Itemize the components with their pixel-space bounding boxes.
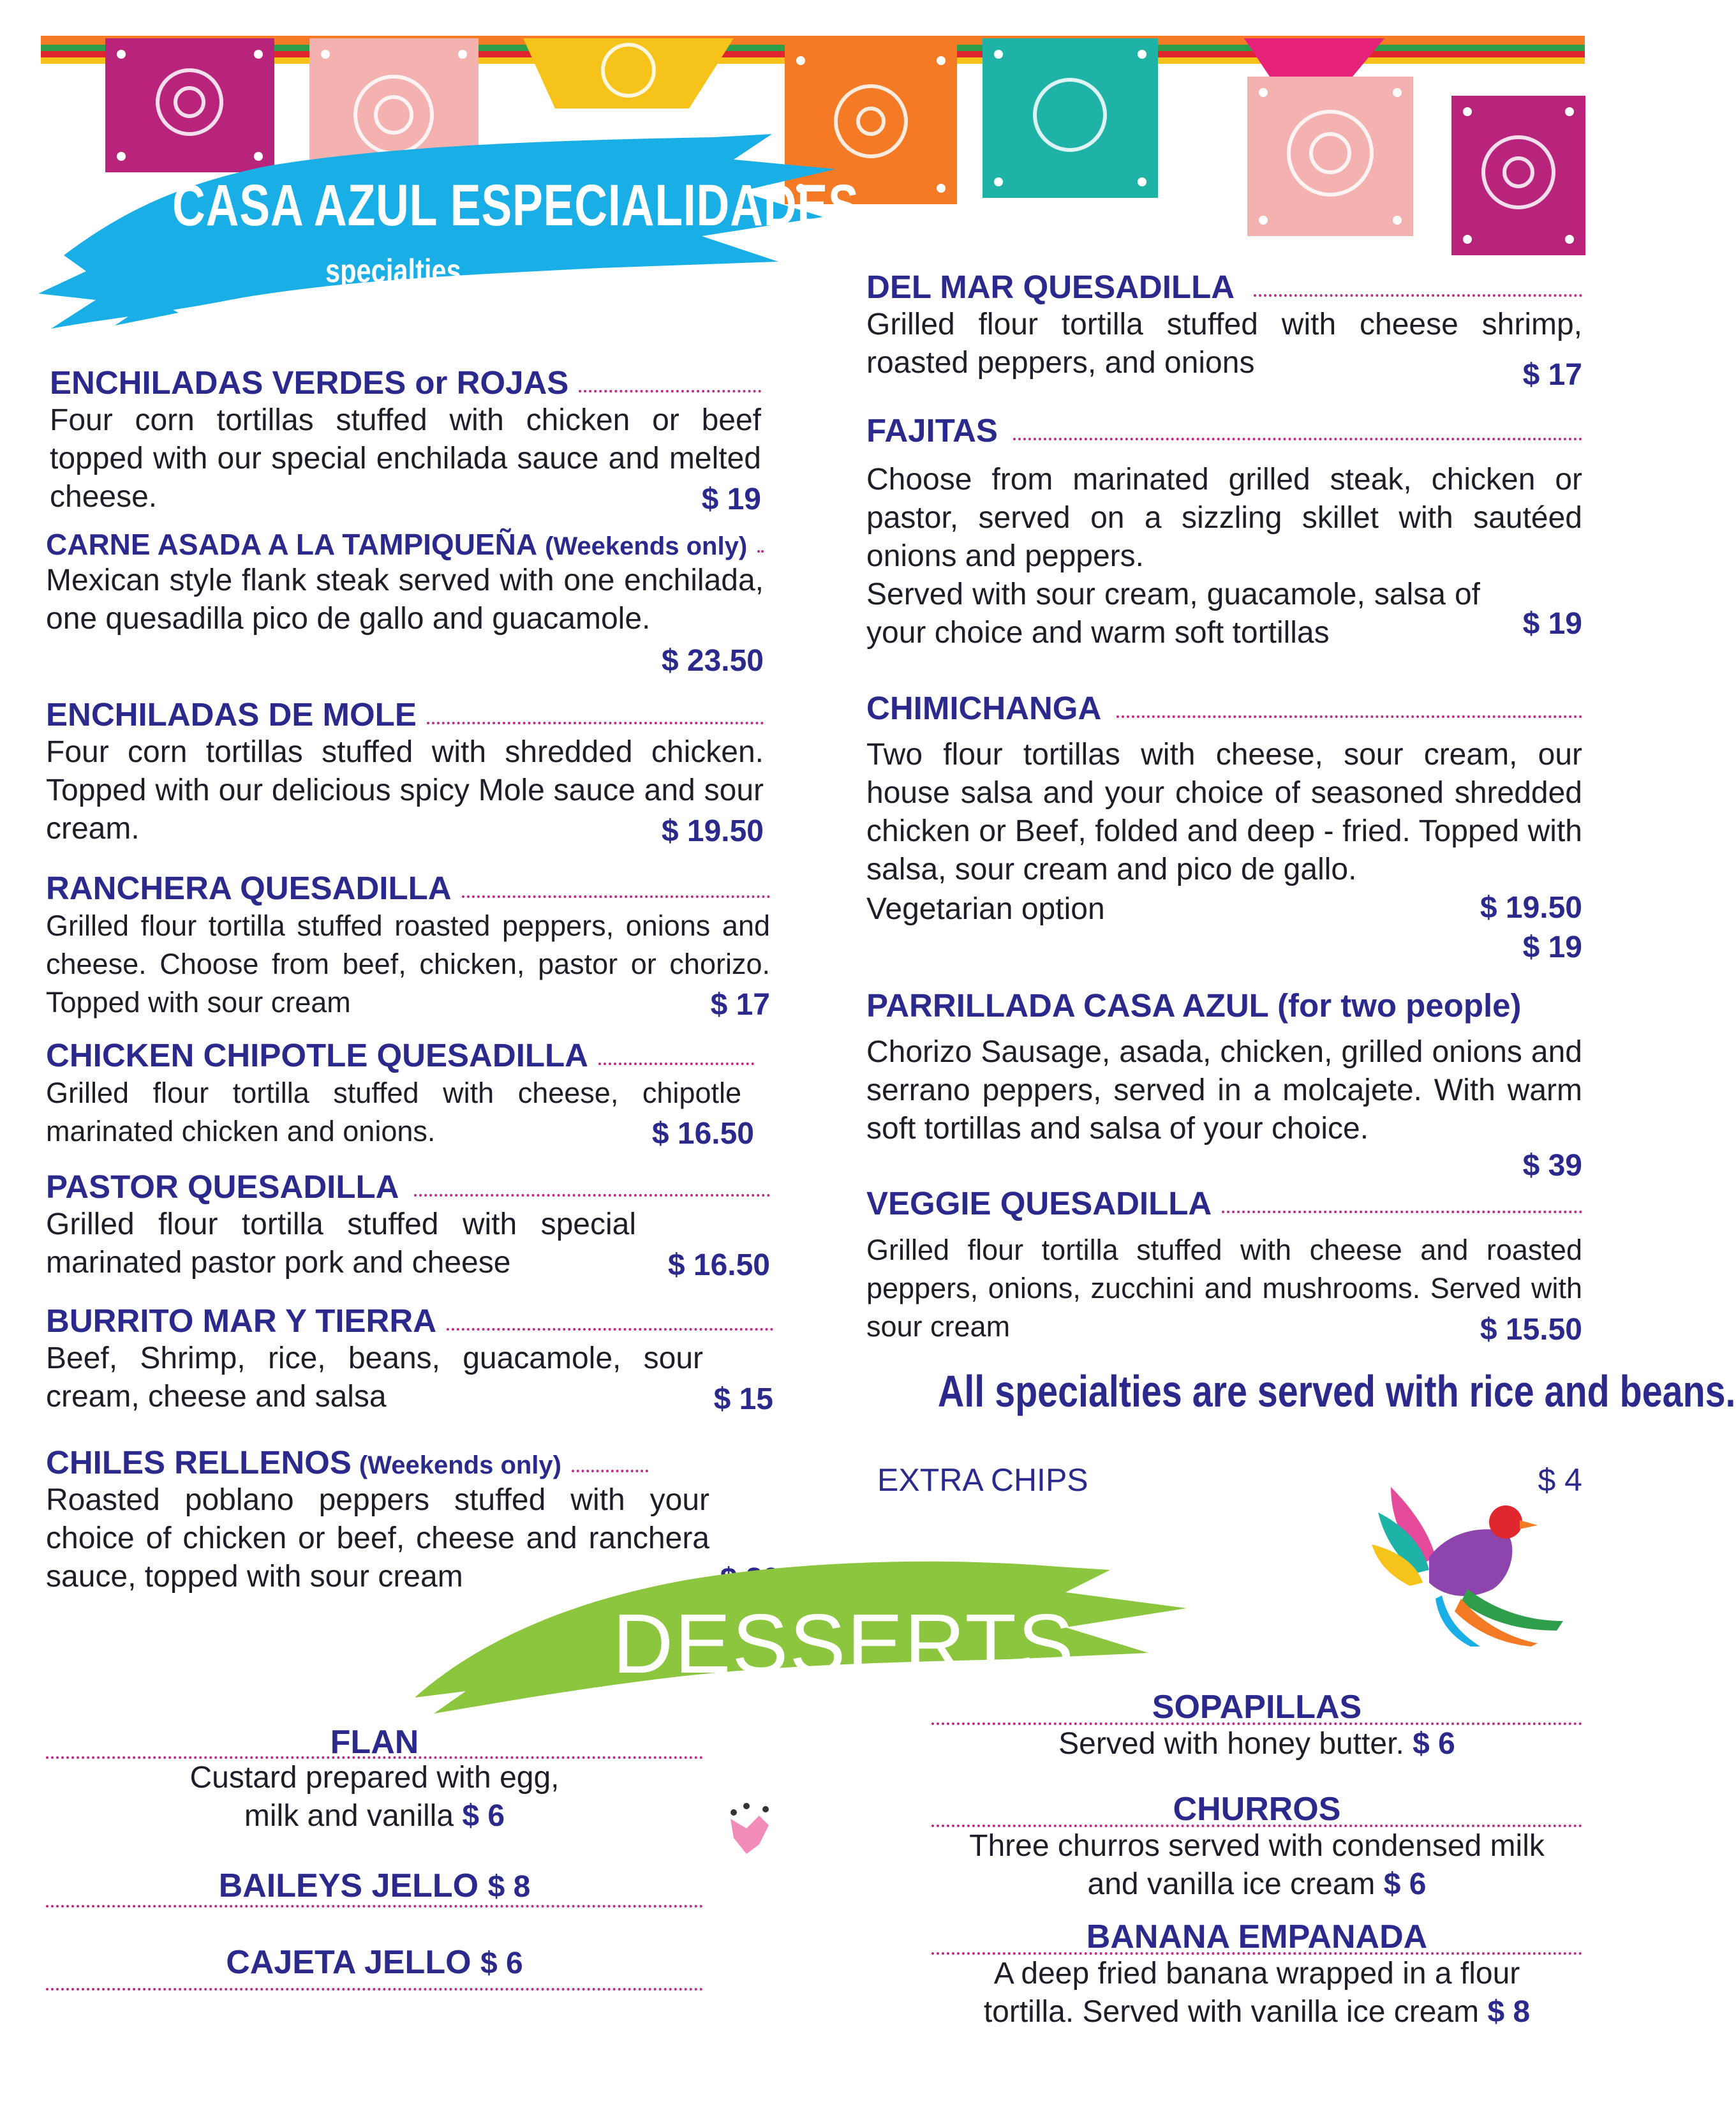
item-price: $ 17	[710, 988, 770, 1022]
dessert-churros	[931, 1790, 1582, 1904]
flag-6	[1244, 38, 1384, 77]
item-description: Grilled flour tortilla stuffed with special marinated pastor pork and cheese	[46, 1207, 636, 1280]
dotted-leader	[462, 895, 770, 898]
item-price: $ 19	[701, 482, 761, 516]
menu-item-ranchera-quesadilla	[46, 869, 770, 1022]
dessert-description-2: milk and vanilla	[244, 1799, 454, 1833]
dessert-description-2: and vanilla ice cream	[1087, 1867, 1376, 1901]
menu-item-enchiladas-mole	[46, 696, 764, 848]
item-description-2: Served with sour cream, guacamole, salsa of your choice and warm soft tortillas	[866, 578, 1480, 650]
menu-item-parrillada	[866, 987, 1582, 1183]
dessert-cajeta-jello	[46, 1943, 703, 1990]
menu-item-chicken-chipotle	[46, 1036, 754, 1151]
item-description: Chorizo Sausage, asada, chicken, grilled onions and serrano peppers, served in a molcajete. With warm soft tortillas and salsa of your choice.	[866, 1035, 1582, 1146]
dotted-leader	[1013, 438, 1582, 440]
item-description: Choose from marinated grilled steak, chicken or pastor, served on a sizzling skillet with sautéed onions and peppers.	[866, 463, 1582, 573]
item-name: ENCHILADAS VERDES or ROJAS	[50, 364, 569, 401]
dotted-leader	[579, 390, 761, 392]
item-description: Four corn tortillas stuffed with chicken or beef topped with our special enchilada sauce and melted cheese.	[50, 403, 761, 514]
item-description: Grilled flour tortilla stuffed with cheese shrimp, roasted peppers, and onions	[866, 308, 1582, 380]
dessert-description-2: tortilla. Served with vanilla ice cream	[983, 1995, 1480, 2029]
bird-illustration	[1353, 1461, 1582, 1647]
item-price: $ 39	[1522, 1149, 1582, 1183]
item-description: Four corn tortillas stuffed with shredded chicken. Topped with our delicious spicy Mole sauce and sour cream.	[46, 735, 764, 846]
flag-7	[1247, 77, 1413, 236]
item-description: Mexican style flank steak served with one enchilada, one quesadilla pico de gallo and guacamole.	[46, 564, 764, 636]
dotted-leader	[598, 1063, 754, 1065]
item-name: FAJITAS	[866, 412, 998, 449]
item-name: BURRITO MAR Y TIERRA	[46, 1303, 437, 1339]
dessert-flan	[46, 1723, 703, 1835]
item-name: PARRILLADA CASA AZUL (for two people)	[866, 987, 1522, 1024]
item-description: Two flour tortillas with cheese, sour cream, our house salsa and your choice of seasoned shredded chicken or Beef, folded and deep - fried. Topped with salsa, sour cream and pico de gallo.	[866, 738, 1582, 886]
menu-item-chimichanga	[866, 689, 1582, 964]
flag-5	[983, 38, 1158, 198]
item-name: DEL MAR QUESADILLA	[866, 269, 1235, 305]
dessert-baileys-jello	[46, 1867, 703, 1908]
dessert-price: $ 6	[1413, 1727, 1455, 1761]
item-price: $ 15.50	[1480, 1313, 1582, 1347]
page-title: CASA AZUL ESPECIALIDADES	[172, 173, 859, 238]
dessert-sopapillas	[931, 1688, 1582, 1763]
item-note: (Weekends only)	[545, 532, 748, 560]
item-option-price: $ 19	[1522, 930, 1582, 964]
item-name: VEGGIE QUESADILLA	[866, 1185, 1212, 1221]
dessert-description: A deep fried banana wrapped in a flour	[993, 1957, 1520, 1990]
dessert-price: $ 8	[487, 1870, 531, 1904]
menu-item-veggie-quesadilla	[866, 1184, 1582, 1346]
dotted-rule	[46, 1905, 703, 1908]
dessert-name: BANANA EMPANADA	[1086, 1918, 1428, 1955]
dessert-description: Three churros served with condensed milk	[969, 1829, 1545, 1863]
item-name: CHICKEN CHIPOTLE QUESADILLA	[46, 1037, 589, 1073]
dessert-name: SOPAPILLAS	[1152, 1689, 1362, 1726]
flower-icon	[721, 1800, 778, 1857]
dessert-description: Custard prepared with egg,	[189, 1761, 560, 1795]
dotted-leader	[1117, 715, 1582, 718]
menu-item-carne-asada	[46, 527, 764, 678]
item-note: (Weekends only)	[359, 1451, 561, 1479]
dessert-price: $ 6	[480, 1946, 523, 1980]
dessert-name: CHURROS	[1173, 1791, 1341, 1828]
item-price: $ 16.50	[667, 1248, 770, 1282]
item-price: $ 19	[1522, 607, 1582, 641]
menu-item-burrito-mar-y-tierra	[46, 1302, 773, 1416]
dessert-name: CAJETA JELLO	[226, 1944, 471, 1981]
dotted-leader	[572, 1470, 648, 1472]
item-price: $ 19.50	[661, 814, 764, 848]
dotted-leader	[447, 1328, 773, 1331]
menu-item-del-mar-quesadilla	[866, 268, 1582, 392]
item-name: ENCHILADAS DE MOLE	[46, 696, 417, 733]
dotted-leader	[1254, 294, 1582, 297]
item-name: RANCHERA QUESADILLA	[46, 870, 452, 906]
specialties-notice: All specialties are served with rice and beans.	[937, 1366, 1736, 1416]
dotted-leader	[414, 1194, 770, 1197]
dotted-leader	[1222, 1211, 1582, 1213]
item-description: Grilled flour tortilla stuffed with cheese and roasted peppers, onions, zucchini and mushrooms. Served with sour cream	[866, 1234, 1582, 1343]
item-name: PASTOR QUESADILLA	[46, 1169, 399, 1205]
item-option: Vegetarian option	[866, 892, 1105, 926]
menu-item-fajitas	[866, 412, 1582, 652]
item-description: Grilled flour tortilla stuffed with cheese, chipotle marinated chicken and onions.	[46, 1077, 741, 1147]
dotted-leader	[757, 550, 764, 553]
menu-item-pastor-quesadilla	[46, 1168, 770, 1282]
item-price: $ 23.50	[661, 644, 764, 678]
item-price: $ 15	[713, 1382, 773, 1416]
extra-chips-label: EXTRA CHIPS	[877, 1462, 1088, 1498]
dessert-banana-empanada	[931, 1918, 1582, 2031]
flag-3	[523, 38, 734, 108]
flag-8	[1451, 96, 1585, 255]
dessert-description: Served with honey butter.	[1058, 1727, 1404, 1761]
menu-item-enchiladas-verdes	[50, 364, 761, 516]
dessert-name: BAILEYS JELLO	[218, 1867, 479, 1904]
item-name: CARNE ASADA A LA TAMPIQUEÑA	[46, 528, 538, 561]
page-subtitle: specialties	[325, 253, 461, 290]
item-price: $ 19.50	[1480, 891, 1582, 925]
dotted-leader	[427, 722, 764, 724]
dessert-name: FLAN	[330, 1724, 419, 1761]
dotted-rule	[46, 1988, 703, 1990]
dessert-price: $ 6	[1383, 1867, 1427, 1901]
extra-chips-price: $ 4	[1538, 1462, 1582, 1498]
item-name: CHIMICHANGA	[866, 690, 1102, 726]
item-price: $ 17	[1522, 358, 1582, 392]
item-price: $ 16.50	[651, 1117, 754, 1151]
desserts-title: DESSERTS	[612, 1597, 1076, 1691]
item-name: CHILES RELLENOS	[46, 1444, 352, 1481]
dessert-price: $ 8	[1487, 1995, 1531, 2029]
item-description: Beef, Shrimp, rice, beans, guacamole, sour cream, cheese and salsa	[46, 1341, 703, 1414]
item-description: Roasted poblano peppers stuffed with your choice of chicken or beef, cheese and ranchera sauce, topped with sour cream	[46, 1483, 709, 1594]
dessert-price: $ 6	[462, 1799, 505, 1833]
item-description: Grilled flour tortilla stuffed roasted peppers, onions and cheese. Choose from beef, chicken, pastor or chorizo. Topped with sour cream	[46, 909, 770, 1019]
